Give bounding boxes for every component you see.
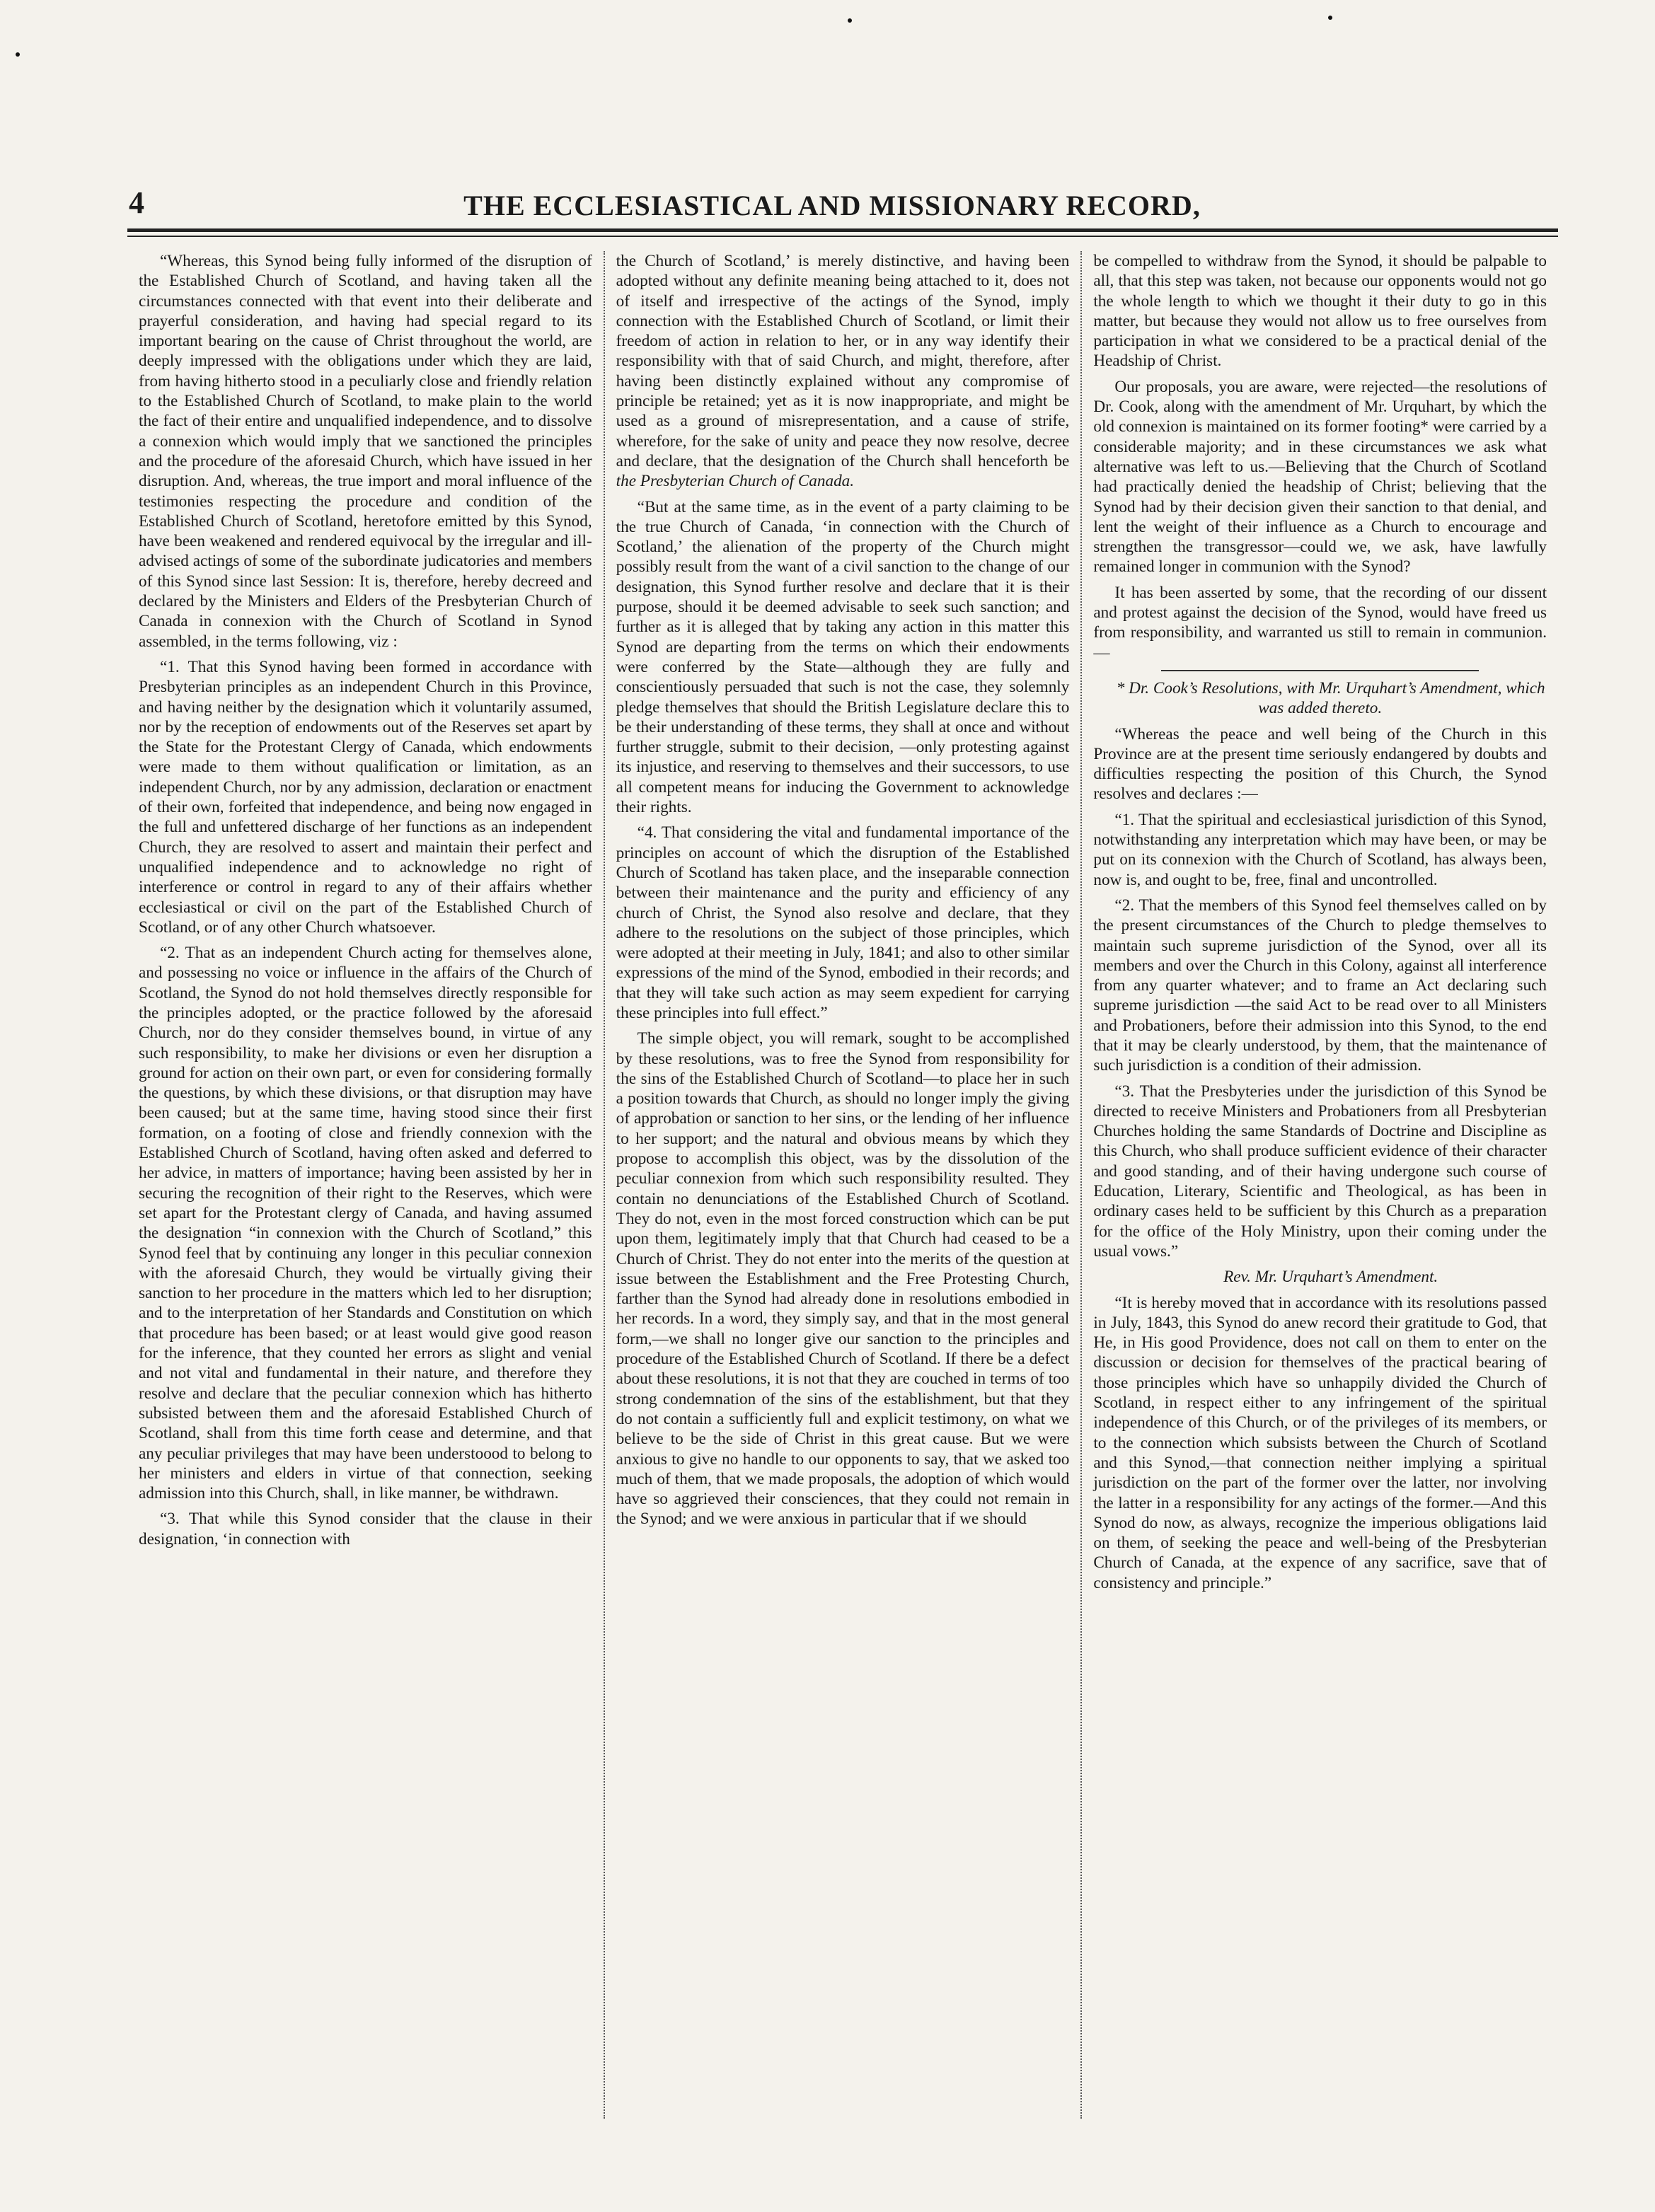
church-designation: the Presbyterian Church of Canada.: [616, 472, 855, 491]
col3-paragraph-1: be compelled to withdraw from the Synod, it should be palpable to all, that this step was taken, not because our opponents would not go the whole length to which we thought it their duty to go in this matter, but because they would not allow us to free ourselves from participation in what we considered to be a practical denial of the Headship of Christ.: [1093, 252, 1547, 371]
col2-paragraph-1: [616, 251, 1070, 492]
running-title: THE ECCLESIASTICAL AND MISSIONARY RECORD,: [463, 190, 1201, 221]
amendment-heading: Rev. Mr. Urquhart’s Amendment.: [1223, 1268, 1438, 1287]
col1-paragraph-2: “1. That this Synod having been formed in accordance with Presbyterian principles as an independent Church in this Province, and having neither by the designation which it voluntarily assumed, nor by the reception of endowments out of the Reserves set apart by the State for the Protestant Clergy of Canada, which endowments were made to them without qualification or limitation, as an independent Church, nor by any admission, declaration or enactment of their own, forfeited that independence, and being now engaged in the full and unfettered discharge of her functions as an independent Church, they are resolved to assert and maintain their perfect and unqualified independence and to acknowledge no right of interference or control in regard to any of their affairs whether ecclesiastical or civil on the part of the Established Church of Scotland, or of any other Church whatsoever.: [139, 657, 592, 937]
col1-paragraph-3: “2. That as an independent Church acting for themselves alone, and possessing no voice or influence in the affairs of the Church of Scotland, the Synod do not hold themselves directly responsible for the principles adopted, or the practice followed by the aforesaid Church, nor do they consider themselves bound, in virtue of any such responsibility, to make her divisions or even her disruption a ground for action on their own part, or even for considering formally the questions, by which these divisions, or that disruption may have been caused; but at the same time, having stood since their first formation, on a footing of close and friendly connexion with the Established Church of Scotland, having often asked and deferred to her advice, in matters of importance; having been assisted by her in securing the recognition of their right to the Reserves, which were set apart for the Protestant clergy of Canada, and having assumed the designation “in connexion with the Church of Scotland,” this Synod feel that by continuing any longer in this peculiar connexion with the aforesaid Church, they would be virtually giving their sanction to her procedure in the matters which led to her disruption; and to the interpretation of her Standards and Constitution on which that procedure has been based; or at least would give good reason for the inference, that they counted her errors as slight and venial and not vital and fundamental in their nature, and therefore they resolve and declare that the peculiar connexion which has hitherto subsisted between them and the aforesaid Established Church of Scotland, shall from this time forth cease and determine, and that any peculiar privileges that may have been understoood to belong to her ministers and elders in virtue of that connection, seeking admission into this Church, shall, in like manner, be withdrawn.: [139, 944, 592, 1503]
ink-speck: [16, 52, 20, 57]
footnote-separator: [1161, 670, 1478, 671]
header-rule-thin: [127, 236, 1558, 237]
col1-paragraph-4: “3. That while this Synod consider that the clause in their designation, ‘in connection with: [139, 1510, 592, 1548]
col3-paragraph-2: Our proposals, you are aware, were rejected—the resolutions of Dr. Cook, along with the amendment of Mr. Urquhart, by which the old connexion is maintained on its former footing* were carried by a considerable majority; and in these circumstances we ask what alternative was left to us.—Believing that the Church of Scotland had practically denied the headship of Christ; believing that the Synod had by their decision given their sanction to that denial, and lent the weight of their influence as a Church to encourage and strengthen the transgressor—could we, we ask, have lawfully remained longer in communion with the Synod?: [1093, 377, 1547, 577]
document-page: [106, 180, 1558, 2119]
text-columns: [127, 251, 1558, 2119]
col2-paragraph-1-text: the Church of Scotland,’ is merely distinctive, and having been adopted without any definite meaning being attached to it, does not of itself and irrespective of the actings of the Synod, imply connection with the Established Church of Scotland, or limit their freedom of action in relation to her, or in any way identify their responsibility with that of said Church, and might, therefore, after having been distinctly explained without any compromise of principle be retained; yet as it is now inappropriate, and might be used as a ground of misrepresentation, and a cause of strife, wherefore, for the sake of unity and peace they now resolve, decree and declare, that the designation of the Church shall henceforth be: [616, 252, 1070, 470]
resolution-3: “3. That the Presbyteries under the jurisdiction of this Synod be directed to receive Ministers and Probationers from all Presbyterian Churches holding the same Standards of Doctrine and Discipline as this Church, who shall produce sufficient evidence of their character and good standing, and of their having undergone such course of Education, Literary, Scientific and Theological, as has been in ordinary cases held to be sufficient by this Church as a preparation for the office of the Holy Ministry, upon their coming under the usual vows.”: [1093, 1082, 1547, 1261]
header-rule-thick: [127, 228, 1558, 232]
footnote-heading: * Dr. Cook’s Resolutions, with Mr. Urquhart’s Amendment, which was added thereto.: [1116, 678, 1545, 718]
column-3: [1080, 251, 1558, 2119]
resolution-2: “2. That the members of this Synod feel themselves called on by the present circumstances of the Church to pledge themselves to maintain such supreme jurisdiction of the Synod, over all its members and over the Church in this Colony, against all interference from any quarter whatever; and to frame an Act declaring such supreme jurisdiction —the said Act to be read over to all Ministers and Probationers, before their admission into this Synod, to the end that it may be clearly understood, by them, that the maintenance of such jurisdiction is a condition of their admission.: [1093, 896, 1547, 1075]
page-number: 4: [129, 185, 144, 220]
resolution-preamble: “Whereas the peace and well being of the Church in this Province are at the present time seriously endangered by doubts and difficulties respecting the position of this Church, the Synod resolves and declares :—: [1093, 724, 1547, 804]
ink-speck: [1328, 16, 1332, 20]
column-1: [127, 251, 604, 2119]
col1-paragraph-1: “Whereas, this Synod being fully informed of the disruption of the Established Church of Scotland, and having taken all the circumstances connected with that event into their deliberate and prayerful consideration, and having had special regard to its important bearing on the cause of Christ throughout the world, are deeply impressed with the obligations under which they are laid, from having hitherto stood in a peculiarly close and friendly relation to the Established Church of Scotland, to make plain to the world the fact of their entire and unqualified independence, and to dissolve a connexion which would imply that we sanctioned the principles and the procedure of the aforesaid Church, which have issued in her disruption. And, whereas, the true import and moral influence of the testimonies respecting the procedure and condition of the Established Church of Scotland, heretofore emitted by this Synod, have been weakened and rendered equivocal by the irregular and ill-advised actings of some of the subordinate judicatories and members of this Synod since last Session: It is, therefore, hereby decreed and declared by the Ministers and Elders of the Presbyterian Church of Canada in connexion with the Church of Scotland in Synod assembled, in the terms following, viz :: [139, 252, 592, 651]
page-header: [106, 180, 1558, 230]
col2-paragraph-4: The simple object, you will remark, sought to be accomplished by these resolutions, was to free the Synod from responsibility for the sins of the Established Church of Scotland—to place her in such a position towards that Church, as should no longer imply the giving of approbation or sanction to her sins, or the lending of her influence to her support; and the natural and obvious means by which they propose to accomplish this object, was by the dissolution of the peculiar connexion from which such responsibility resulted. They contain no denunciations of the Established Church of Scotland. They do not, even in the most forced construction which can be put upon them, legitimately imply that that Church had ceased to be a Church of Christ. They do not enter into the merits of the question at issue between the Establishment and the Free Protesting Church, farther than the Synod had already done in resolutions embodied in her records. In a word, they simply say, and that in the most general form,—we shall no longer give our sanction to the principles and procedure of the Established Church of Scotland. If there be a defect about these resolutions, it is not that they are couched in terms of too strong condemnation of the sins of the establishment, but that they do not contain a sufficiently full and explicit testimony, on what we believe to be the side of Christ in this great cause. But we were anxious to give no handle to our opponents to say, that we asked too much of them, that we made proposals, the adoption of which would have so aggrieved their consciences, that they could not remain in the Synod; and we were anxious in particular that if we should: [616, 1029, 1070, 1529]
column-2: [604, 251, 1081, 2119]
ink-speck: [848, 18, 852, 23]
amendment-text: “It is hereby moved that in accordance with its resolutions passed in July, 1843, this Synod do anew record their gratitude to God, that He, in His good Providence, does not call on them to enter on the discussion or decision for themselves of the practical bearing of those principles which have so unhappily divided the Church of Scotland, in respect either to any infringement of the spiritual independence of this Church, or of the privileges of its members, or to the connection which subsists between the Church of Scotland and this Synod,—that connection neither implying a spiritual jurisdiction on the part of the former over the latter, nor involving the latter in a responsibility for any actings of the former.—And this Synod do now, as always, recognize the imperious obligations laid on them, of seeking the peace and well-being of the Presbyterian Church of Canada, at the expence of any sacrifice, save that of consistency and principle.”: [1093, 1293, 1547, 1592]
col3-paragraph-3: It has been asserted by some, that the recording of our dissent and protest against the decision of the Synod, would have freed us from responsibility, and warranted us still to remain in communion.—: [1093, 583, 1547, 662]
col2-paragraph-2: “But at the same time, as in the event of a party claiming to be the true Church of Canada, ‘in connection with the Church of Scotland,’ the alienation of the property of the Church might possibly result from the want of a civil sanction to the change of our designation, this Synod further resolve and declare that it is their purpose, should it be deemed advisable to seek such sanction; and further as it is alleged that by taking any action in this matter this Synod are departing from the terms on which their endowments were conferred by the State—although they are fully and conscientiously persuaded that such is not the case, they solemnly pledge themselves that should the British Legislature declare this to be their understanding of these terms, they shall at once and without further struggle, submit to their decision, —only protesting against its injustice, and reserving to themselves and their successors, to use all competent means for inducing the Government to acknowledge their rights.: [616, 497, 1070, 817]
col2-paragraph-3: “4. That considering the vital and fundamental importance of the principles on account of which the disruption of the Established Church of Scotland has taken place, and the inseparable connection between their maintenance and the purity and efficiency of any church of Christ, the Synod also resolve and declare, that they adhere to the resolutions on the subject of those principles, which were adopted at their meeting in July, 1841; and also to other similar expressions of the mind of the Synod, embodied in their records; and that they will take such action as may seem expedient for carrying these principles into full effect.”: [616, 823, 1070, 1022]
resolution-1: “1. That the spiritual and ecclesiastical jurisdiction of this Synod, notwithstanding any interpretation which may have been, or may be put on its connexion with the Church of Scotland, has always been, now is, and ought to be, free, final and uncontrolled.: [1093, 810, 1547, 889]
